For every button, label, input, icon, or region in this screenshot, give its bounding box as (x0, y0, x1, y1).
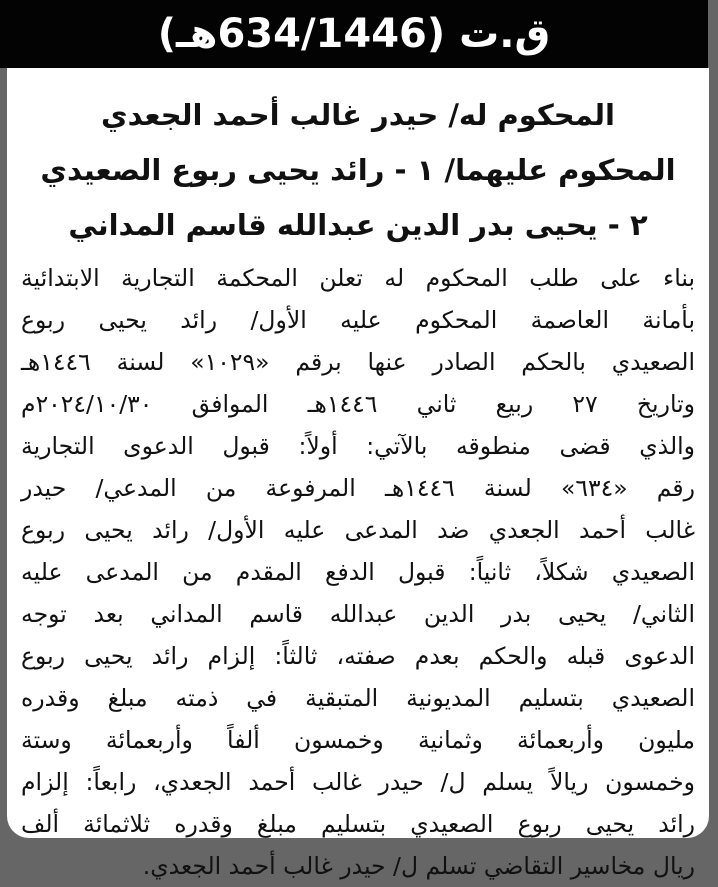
paragraph-line: غالب أحمد الجعدي ضد المدعى عليه الأول/ رائد يحيى ربوع (21, 516, 695, 544)
paragraph-line: وخمسون ريالاً يسلم ل/ حيدر غالب أحمد الجعدي، رابعاً: إلزام (21, 768, 695, 796)
paragraph-line: ريال مخاسير التقاضي تسلم ل/ حيدر غالب أحمد الجعدي. (142, 852, 695, 880)
defendant-line-1: المحكوم عليهما/ ١ - رائد يحيى ربوع الصعيدي (40, 153, 676, 187)
paragraph-line: الصعيدي شكلاً، ثانياً: قبول الدفع المقدم من المدعى عليه (21, 558, 695, 586)
paragraph-line: وتاريخ ٢٧ ربيع ثاني ١٤٤٦هـ الموافق ٢٠٢٤/١٠/٣٠م (21, 390, 695, 418)
paragraph-line: بأمانة العاصمة المحكوم عليه الأول/ رائد يحيى ربوع (21, 306, 695, 334)
plaintiff-line: المحكوم له/ حيدر غالب أحمد الجعدي (101, 98, 615, 132)
paragraph-line: الثاني/ يحيى بدر الدين عبدالله قاسم المداني بعد توجه (21, 600, 695, 628)
paragraph-line: مليون وأربعمائة وثمانية وخمسون ألفاً وأربعمائة وستة (21, 726, 695, 754)
notice-body-panel (7, 68, 709, 880)
case-reference-title: ق.ت (634/1446هـ) (157, 11, 551, 57)
defendant-line-2: ٢ - يحيى بدر الدين عبدالله قاسم المداني (68, 208, 648, 242)
notice-paragraph (21, 257, 695, 887)
paragraph-line: الصعيدي بتسليم المديونية المتبقية في ذمته مبلغ وقدره (21, 684, 695, 712)
parties-block (21, 88, 695, 253)
paragraph-line: الدعوى قبله والحكم بعدم صفته، ثالثاً: إلزام رائد يحيى ربوع (21, 642, 695, 670)
paragraph-line: رقم «٦٣٤» لسنة ١٤٤٦هـ المرفوعة من المدعي/ حيدر (21, 474, 696, 502)
paragraph-line: رائد يحيى ربوع الصعيدي بتسليم مبلغ وقدره ثلاثمائة ألف (21, 810, 695, 838)
paragraph-line: الصعيدي بالحكم الصادر عنها برقم «١٠٢٩» لسنة ١٤٤٦هـ (21, 348, 695, 376)
paragraph-line: والذي قضى منطوقه بالآتي: أولاً: قبول الدعوى التجارية (21, 432, 695, 460)
paragraph-line: بناء على طلب المحكوم له تعلن المحكمة التجارية الابتدائية (21, 264, 695, 292)
case-reference-header (0, 0, 708, 68)
